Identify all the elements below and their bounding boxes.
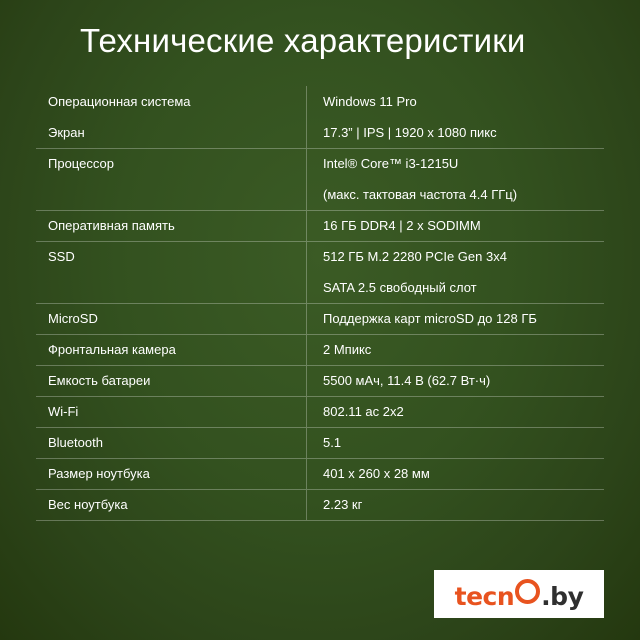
- table-row: [36, 365, 604, 396]
- spec-value: 2.23 кг: [307, 489, 605, 520]
- spec-label-empty: [36, 272, 307, 303]
- spec-label: Экран: [36, 117, 307, 148]
- spec-value: Windows 11 Pro: [307, 86, 605, 117]
- table-row: [36, 148, 604, 179]
- spec-label: Вес ноутбука: [36, 489, 307, 520]
- spec-label: Емкость батареи: [36, 365, 307, 396]
- table-row-continuation: [36, 179, 604, 210]
- spec-label-empty: [36, 179, 307, 210]
- spec-value: Intel® Core™ i3-1215U: [307, 148, 605, 179]
- spec-value: 5500 мАч, 11.4 В (62.7 Вт·ч): [307, 365, 605, 396]
- logo-part-n: n: [496, 581, 515, 611]
- spec-value: 512 ГБ M.2 2280 PCIe Gen 3x4: [307, 241, 605, 272]
- spec-value: 802.11 ac 2x2: [307, 396, 605, 427]
- table-row: [36, 396, 604, 427]
- spec-value: (макс. тактовая частота 4.4 ГГц): [307, 179, 605, 210]
- spec-label: Bluetooth: [36, 427, 307, 458]
- table-row: [36, 86, 604, 117]
- table-row: [36, 303, 604, 334]
- spec-label: SSD: [48, 249, 75, 265]
- table-row: [36, 241, 604, 272]
- spec-label: Фронтальная камера: [36, 334, 307, 365]
- spec-value: 2 Мпикс: [307, 334, 605, 365]
- brand-logo: [434, 570, 604, 618]
- spec-value: 17.3” | IPS | 1920 x 1080 пикс: [307, 117, 605, 148]
- page-title: Технические характеристики: [80, 22, 526, 59]
- spec-label: Оперативная память: [36, 210, 307, 241]
- spec-label: Wi-Fi: [36, 396, 307, 427]
- logo-part-tec: tec: [454, 581, 497, 611]
- table-row-continuation: [36, 272, 604, 303]
- table-row: [36, 489, 604, 520]
- table-row: [36, 458, 604, 489]
- spec-label: Процессор: [48, 156, 114, 172]
- spec-value: 5.1: [307, 427, 605, 458]
- spec-value: 16 ГБ DDR4 | 2 x SODIMM: [307, 210, 605, 241]
- table-row: [36, 210, 604, 241]
- spec-value: 401 x 260 x 28 мм: [307, 458, 605, 489]
- table-row: [36, 334, 604, 365]
- specifications-table: [36, 86, 604, 521]
- spec-label: Размер ноутбука: [36, 458, 307, 489]
- logo-circle-icon: [515, 579, 540, 604]
- logo-text: [455, 580, 584, 609]
- spec-label: Операционная система: [48, 94, 191, 109]
- spec-value: Поддержка карт microSD до 128 ГБ: [307, 303, 605, 334]
- spec-label: MicroSD: [36, 303, 307, 334]
- table-row: [36, 117, 604, 148]
- logo-part-by: .by: [541, 581, 584, 611]
- spec-value: SATA 2.5 свободный слот: [307, 272, 605, 303]
- table-row: [36, 427, 604, 458]
